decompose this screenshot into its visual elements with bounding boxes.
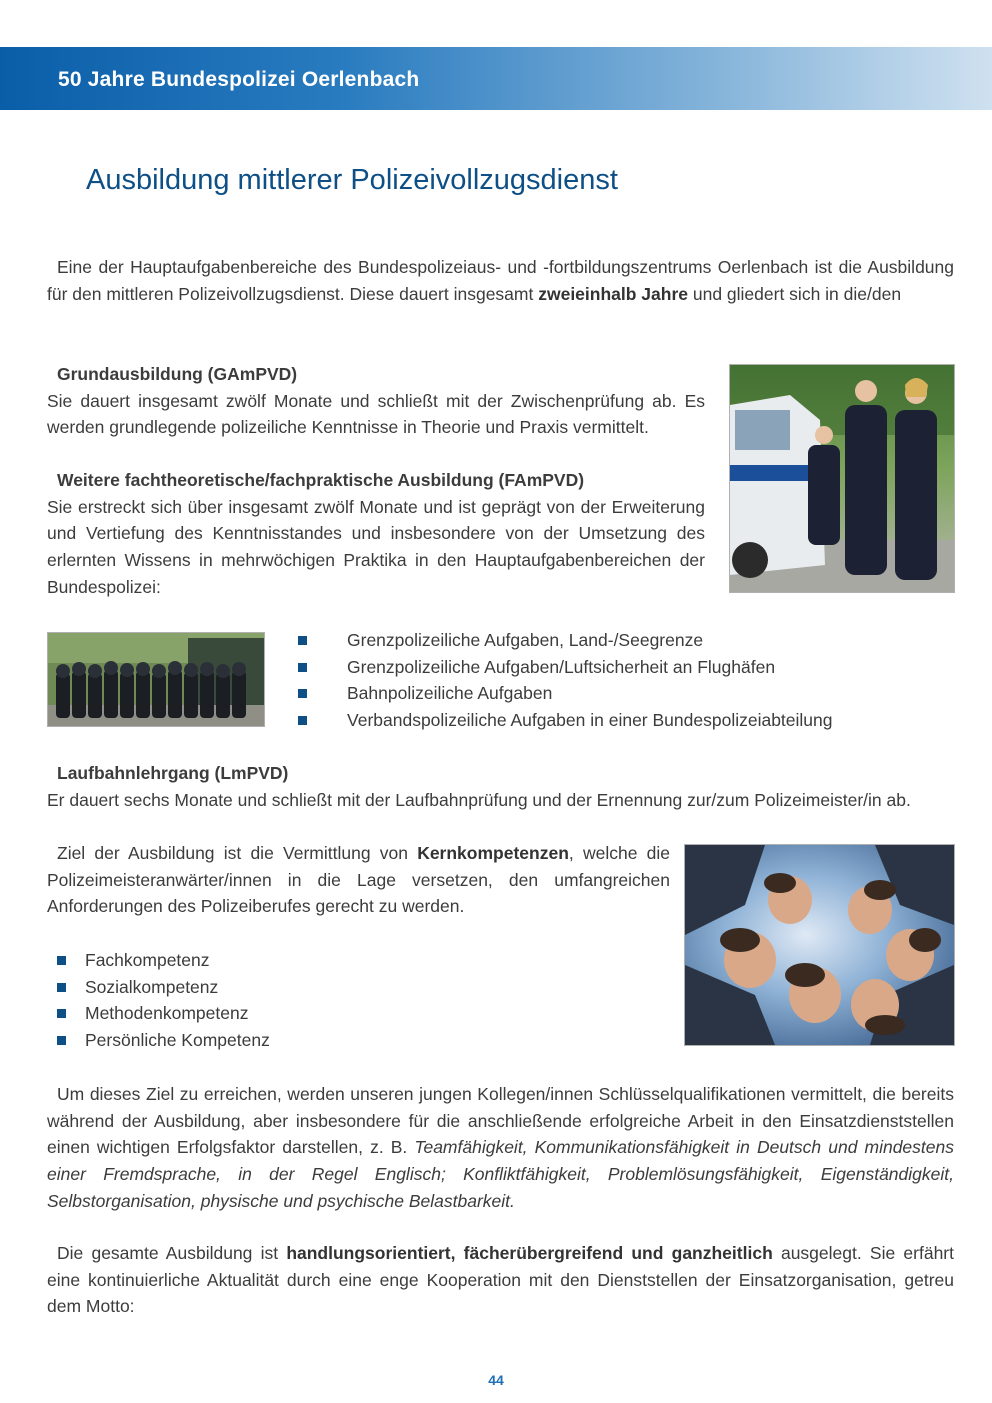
section-weitere [47, 467, 705, 601]
bullet-square-icon [57, 956, 66, 965]
photo-group-circle [684, 844, 955, 1046]
bullet-square-icon [298, 663, 307, 672]
intro-text-after: und gliedert sich in die/den [688, 283, 902, 304]
intro-paragraph [47, 254, 954, 307]
bullet-square-icon [298, 689, 307, 698]
photo-riot-police-unit [47, 632, 265, 727]
laufbahn-heading: Laufbahnlehrgang (LmPVD) [57, 763, 289, 783]
photo-officers-police-car [729, 364, 955, 593]
bullet-square-icon [57, 1009, 66, 1018]
list-item: Bahnpolizeiliche Aufgaben [298, 680, 833, 707]
header-title: 50 Jahre Bundespolizei Oerlenbach [58, 68, 420, 91]
laufbahn-text: Er dauert sechs Monate und schließt mit der Laufbahnprüfung und der Ernennung zur/zum Polizeimeister/in ab. [47, 789, 911, 810]
gesamt-paragraph: Die gesamte Ausbildung ist handlungsorientiert, fächerübergreifend und ganzheitlich ausgelegt. Sie erfährt eine kontinuierliche Aktualität durch eine enge Kooperation mit den Dienststellen der Einsatzorganisation, getreu dem Motto: [47, 1243, 954, 1317]
weitere-heading: Weitere fachtheoretische/fachpraktische Ausbildung (FAmPVD) [57, 470, 585, 490]
intro-bold: zweieinhalb Jahre [538, 283, 688, 304]
list-item: Grenzpolizeiliche Aufgaben/Luftsicherheit an Flughäfen [298, 654, 833, 681]
section-laufbahn [47, 760, 954, 813]
list-item: Sozialkompetenz [57, 974, 270, 1001]
kompetenz-list [57, 947, 270, 1054]
weitere-text: Sie erstreckt sich über insgesamt zwölf Monate und ist geprägt von der Erweiterung und Vertiefung des Kenntnisstandes und insbesondere von der Umsetzung des erlernten Wissens in mehrwöchigen Praktika in den Hauptaufgabenbereichen der Bundespolizei: [47, 496, 705, 597]
bullet-square-icon [57, 983, 66, 992]
grundausbildung-text: Sie dauert insgesamt zwölf Monate und schließt mit der Zwischenprüfung ab. Es werden grundlegende polizeiliche Kenntnisse in Theorie und Praxis vermittelt. [47, 390, 705, 438]
bullet-square-icon [298, 716, 307, 725]
praktika-list [298, 627, 833, 734]
grundausbildung-heading: Grundausbildung (GAmPVD) [57, 364, 298, 384]
gesamt-bold: handlungsorientiert, fächerübergreifend und ganzheitlich [286, 1243, 773, 1263]
list-item: Grenzpolizeiliche Aufgaben, Land-/Seegrenze [298, 627, 833, 654]
page-title: Ausbildung mittlerer Polizeivollzugsdienst [86, 164, 618, 196]
schluessel-paragraph: Um dieses Ziel zu erreichen, werden unseren jungen Kollegen/innen Schlüsselqualifikationen vermittelt, die bereits während der Ausbildung, aber insbesondere für die anschließende erfolgreiche Arbeit in den Einsatzdienststellen einen wichtigen Erfolgsfaktor darstellen, z. B. Teamfähigkeit, Kommunikationsfähigkeit in Deutsch und mindestens einer Fremdsprache, in der Regel Englisch; Konfliktfähigkeit, Problemlösungsfähigkeit, Eigenständigkeit, Selbstorganisation, physische und psychische Belastbarkeit. [47, 1084, 954, 1211]
list-item: Verbandspolizeiliche Aufgaben in einer Bundespolizeiabteilung [298, 707, 833, 734]
list-item: Fachkompetenz [57, 947, 270, 974]
kompetenz-paragraph: Ziel der Ausbildung ist die Vermittlung von Kernkompetenzen, welche die Polizeimeisteranwärter/innen in die Lage versetzen, den umfangreichen Anforderungen des Polizeiberufes gerecht zu werden. [47, 843, 670, 917]
list-item: Methodenkompetenz [57, 1000, 270, 1027]
kompetenz-bold: Kernkompetenzen [417, 843, 569, 863]
section-grundausbildung [47, 361, 705, 441]
bullet-square-icon [57, 1036, 66, 1045]
list-item: Persönliche Kompetenz [57, 1027, 270, 1054]
bullet-square-icon [298, 636, 307, 645]
page-number: 44 [488, 1372, 504, 1388]
schluessel-italic: Teamfähigkeit, Kommunikationsfähigkeit in Deutsch und mindestens einer Fremdsprache, in der Regel Englisch; Konfliktfähigkeit, Problemlösungsfähigkeit, Eigenständigkeit, Selbstorganisation, physische und psychische Belastbarkeit. [47, 1137, 954, 1211]
intro-text-before: Eine der Hauptaufgabenbereiche des Bundespolizeiaus- und -fortbildungszentrums Oerlenbach ist die Ausbildung für den mittleren Polizeivollzugsdienst. Diese dauert insgesamt [47, 257, 954, 304]
